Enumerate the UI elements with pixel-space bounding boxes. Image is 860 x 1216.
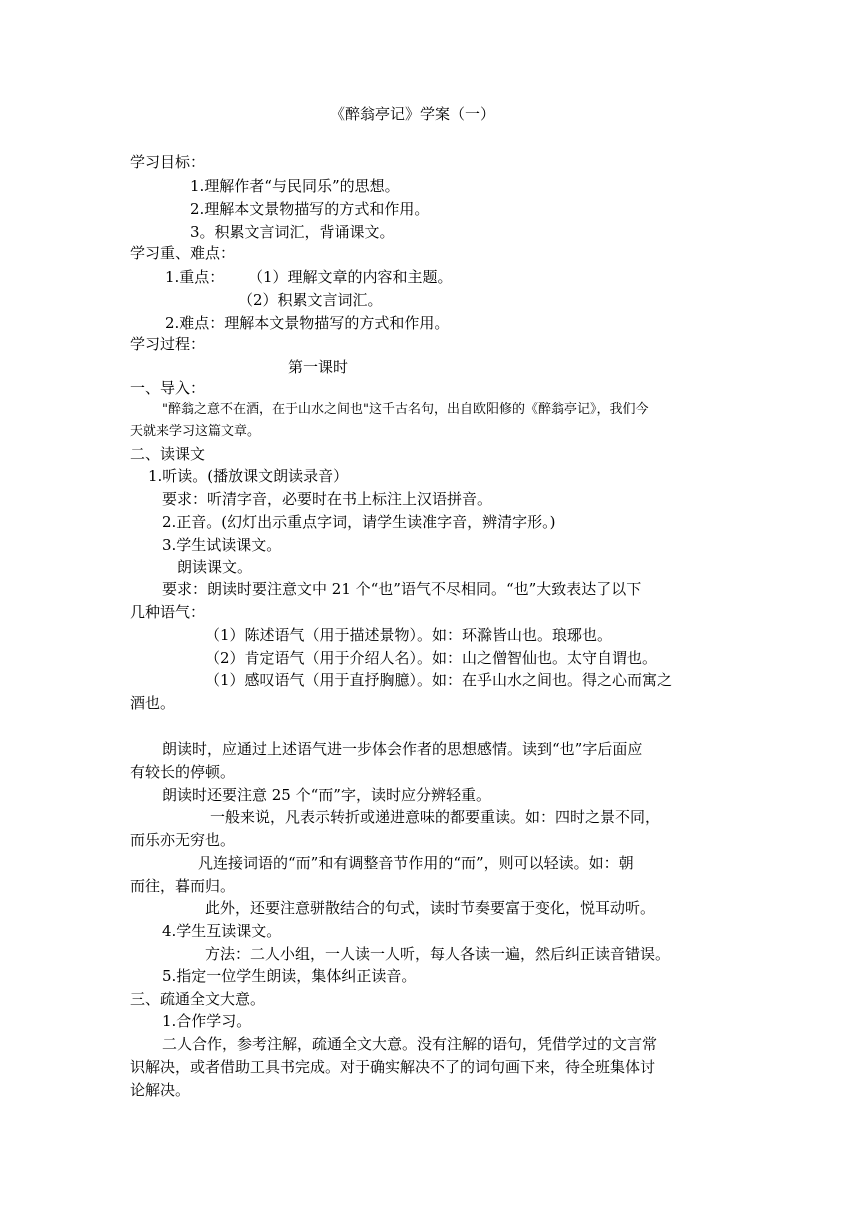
step-item: 5.指定一位学生朗读，集体纠正读音。 [162,967,417,985]
paragraph-line: "醉翁之意不在酒，在于山水之间也"这千古名句，出自欧阳修的《醉翁亭记》，我们今 [162,402,649,417]
section-heading: 三、疏通全文大意。 [130,990,266,1008]
paragraph-line: 朗读课文。 [177,558,253,576]
section-heading: 二、读课文 [130,445,206,463]
paragraph-line: 此外，还要注意骈散结合的句式，读时节奏要富于变化，悦耳动听。 [205,899,656,917]
paragraph-line: 朗读时还要注意 25 个“而”字，读时应分辨轻重。 [162,786,491,804]
paragraph-line: 而往，暮而归。 [130,877,236,895]
difficult-point: 2.难点：理解本文景物描写的方式和作用。 [165,314,450,332]
tone-item: （1）陈述语气（用于描述景物）。如：环滁皆山也。琅琊也。 [205,626,613,644]
section-heading: 一、导入： [130,379,206,397]
goal-item: 3。积累文言词汇，背诵课文。 [190,223,395,241]
step-item: 2.正音。(幻灯出示重点字词，请学生读准字音，辨清字形。) [162,513,556,531]
step-item: 3.学生试读课文。 [162,536,282,554]
paragraph-line: 方法：二人小组，一人读一人听，每人各读一遍，然后纠正读音错误。 [205,945,671,963]
paragraph-line: 天就来学习这篇文章。 [130,424,261,439]
step-item: 1.听读。(播放课文朗读录音） [148,467,349,485]
lesson-title: 第一课时 [288,358,349,376]
paragraph-line: 二人合作，参考注解，疏通全文大意。没有注解的语句，凭借学过的文言常 [162,1035,658,1053]
paragraph-line: 论解决。 [130,1081,191,1099]
paragraph-line: 凡连接词语的“而”和有调整音节作用的“而”，则可以轻读。如：朝 [198,854,634,872]
tone-item: （2）肯定语气（用于介绍人名）。如：山之僧智仙也。太守自谓也。 [205,649,658,667]
tone-item: （1）感叹语气（用于直抒胸臆）。如：在乎山水之间也。得之心而寓之 [205,671,673,689]
goal-item: 2.理解本文景物描写的方式和作用。 [190,200,430,218]
document-title: 《醉翁亭记》学案（一） [330,105,496,123]
goals-heading: 学习目标： [130,153,206,171]
key-label: 1.重点： [165,268,225,286]
paragraph-line: 有较长的停顿。 [130,763,236,781]
keypoints-heading: 学习重、难点： [130,244,236,262]
key-point: （2）积累文言词汇。 [238,291,383,309]
step-item: 1.合作学习。 [162,1012,252,1030]
goal-item: 1.理解作者“与民同乐”的思想。 [190,177,400,195]
paragraph-line: 识解决，或者借助工具书完成。对于确实解决不了的词句画下来，待全班集体讨 [130,1058,656,1076]
paragraph-line: 而乐亦无穷也。 [130,831,236,849]
paragraph-line: 几种语气： [130,603,206,621]
step-item: 4.学生互读课文。 [162,922,282,940]
key-point: （1）理解文章的内容和主题。 [248,268,453,286]
paragraph-line: 朗读时，应通过上述语气进一步体会作者的思想感情。读到“也”字后面应 [162,740,643,758]
paragraph-line: 要求：朗读时要注意文中 21 个“也”语气不尽相同。“也”大致表达了以下 [162,580,642,598]
paragraph-line: 酒也。 [130,694,176,712]
paragraph-line: 要求：听清字音，必要时在书上标注上汉语拼音。 [162,490,493,508]
process-heading: 学习过程： [130,335,206,353]
paragraph-line: 一般来说，凡表示转折或递进意味的都要重读。如：四时之景不同， [210,808,661,826]
